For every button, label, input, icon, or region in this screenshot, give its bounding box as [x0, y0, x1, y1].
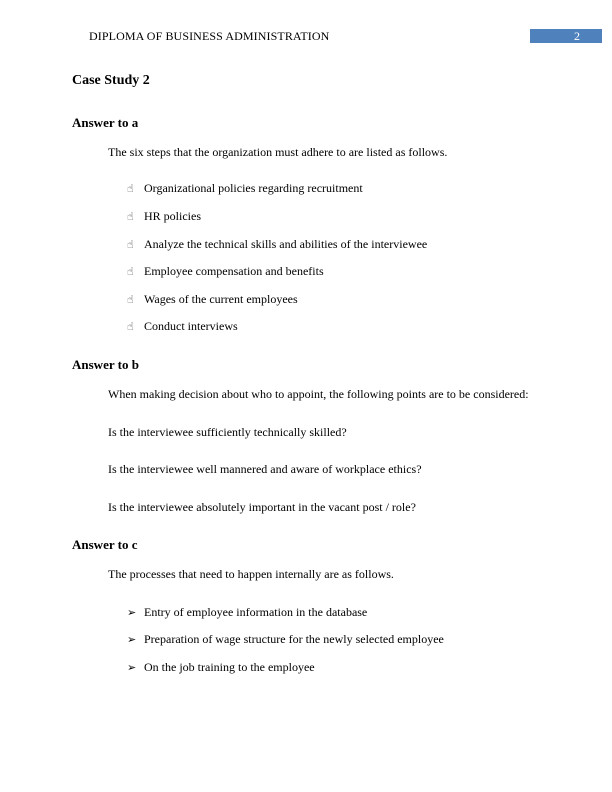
- section-c-intro: The processes that need to happen internally are as follows.: [108, 567, 394, 581]
- section-a-heading: Answer to a: [72, 115, 139, 130]
- list-item: [127, 605, 367, 620]
- section-a-intro: The six steps that the organization must adhere to are listed as follows.: [108, 145, 448, 159]
- list-item-text: Entry of employee information in the database: [144, 605, 368, 619]
- section-b-heading: Answer to b: [72, 357, 139, 372]
- section-b-point: Is the interviewee well mannered and aware of workplace ethics?: [108, 462, 422, 476]
- list-item-text: On the job training to the employee: [144, 660, 315, 674]
- section-b-point: Is the interviewee absolutely important in the vacant post / role?: [108, 500, 416, 514]
- hand-pointing-icon: ☝: [127, 238, 134, 251]
- section-b-intro: When making decision about who to appoint, the following points are to be considered:: [108, 387, 529, 401]
- list-item: [127, 319, 238, 334]
- list-item-text: Preparation of wage structure for the newly selected employee: [144, 632, 444, 646]
- section-c-heading: Answer to c: [72, 537, 138, 552]
- list-item: [127, 237, 427, 252]
- list-item-text: Employee compensation and benefits: [144, 264, 324, 278]
- hand-pointing-icon: ☝: [127, 210, 134, 223]
- arrowhead-bullet-icon: ➢: [127, 661, 137, 674]
- running-header-title: DIPLOMA OF BUSINESS ADMINISTRATION: [89, 29, 330, 43]
- page-number: 2: [574, 29, 580, 43]
- page-number-box: [530, 29, 602, 43]
- list-item-text: Organizational policies regarding recruitment: [144, 181, 363, 195]
- list-item: [127, 292, 298, 307]
- hand-pointing-icon: ☝: [127, 182, 134, 195]
- hand-pointing-icon: ☝: [127, 320, 134, 333]
- arrowhead-bullet-icon: ➢: [127, 633, 137, 646]
- section-b-point: Is the interviewee sufficiently technically skilled?: [108, 425, 347, 439]
- list-item: [127, 264, 324, 279]
- hand-pointing-icon: ☝: [127, 293, 134, 306]
- arrowhead-bullet-icon: ➢: [127, 606, 137, 619]
- list-item: [127, 660, 315, 675]
- hand-pointing-icon: ☝: [127, 265, 134, 278]
- list-item-text: Conduct interviews: [144, 319, 238, 333]
- list-item: [127, 632, 444, 647]
- list-item: [127, 209, 201, 224]
- list-item-text: HR policies: [144, 209, 201, 223]
- list-item-text: Wages of the current employees: [144, 292, 298, 306]
- list-item-text: Analyze the technical skills and abilities of the interviewee: [144, 237, 428, 251]
- case-study-title: Case Study 2: [72, 73, 150, 88]
- list-item: [127, 181, 363, 196]
